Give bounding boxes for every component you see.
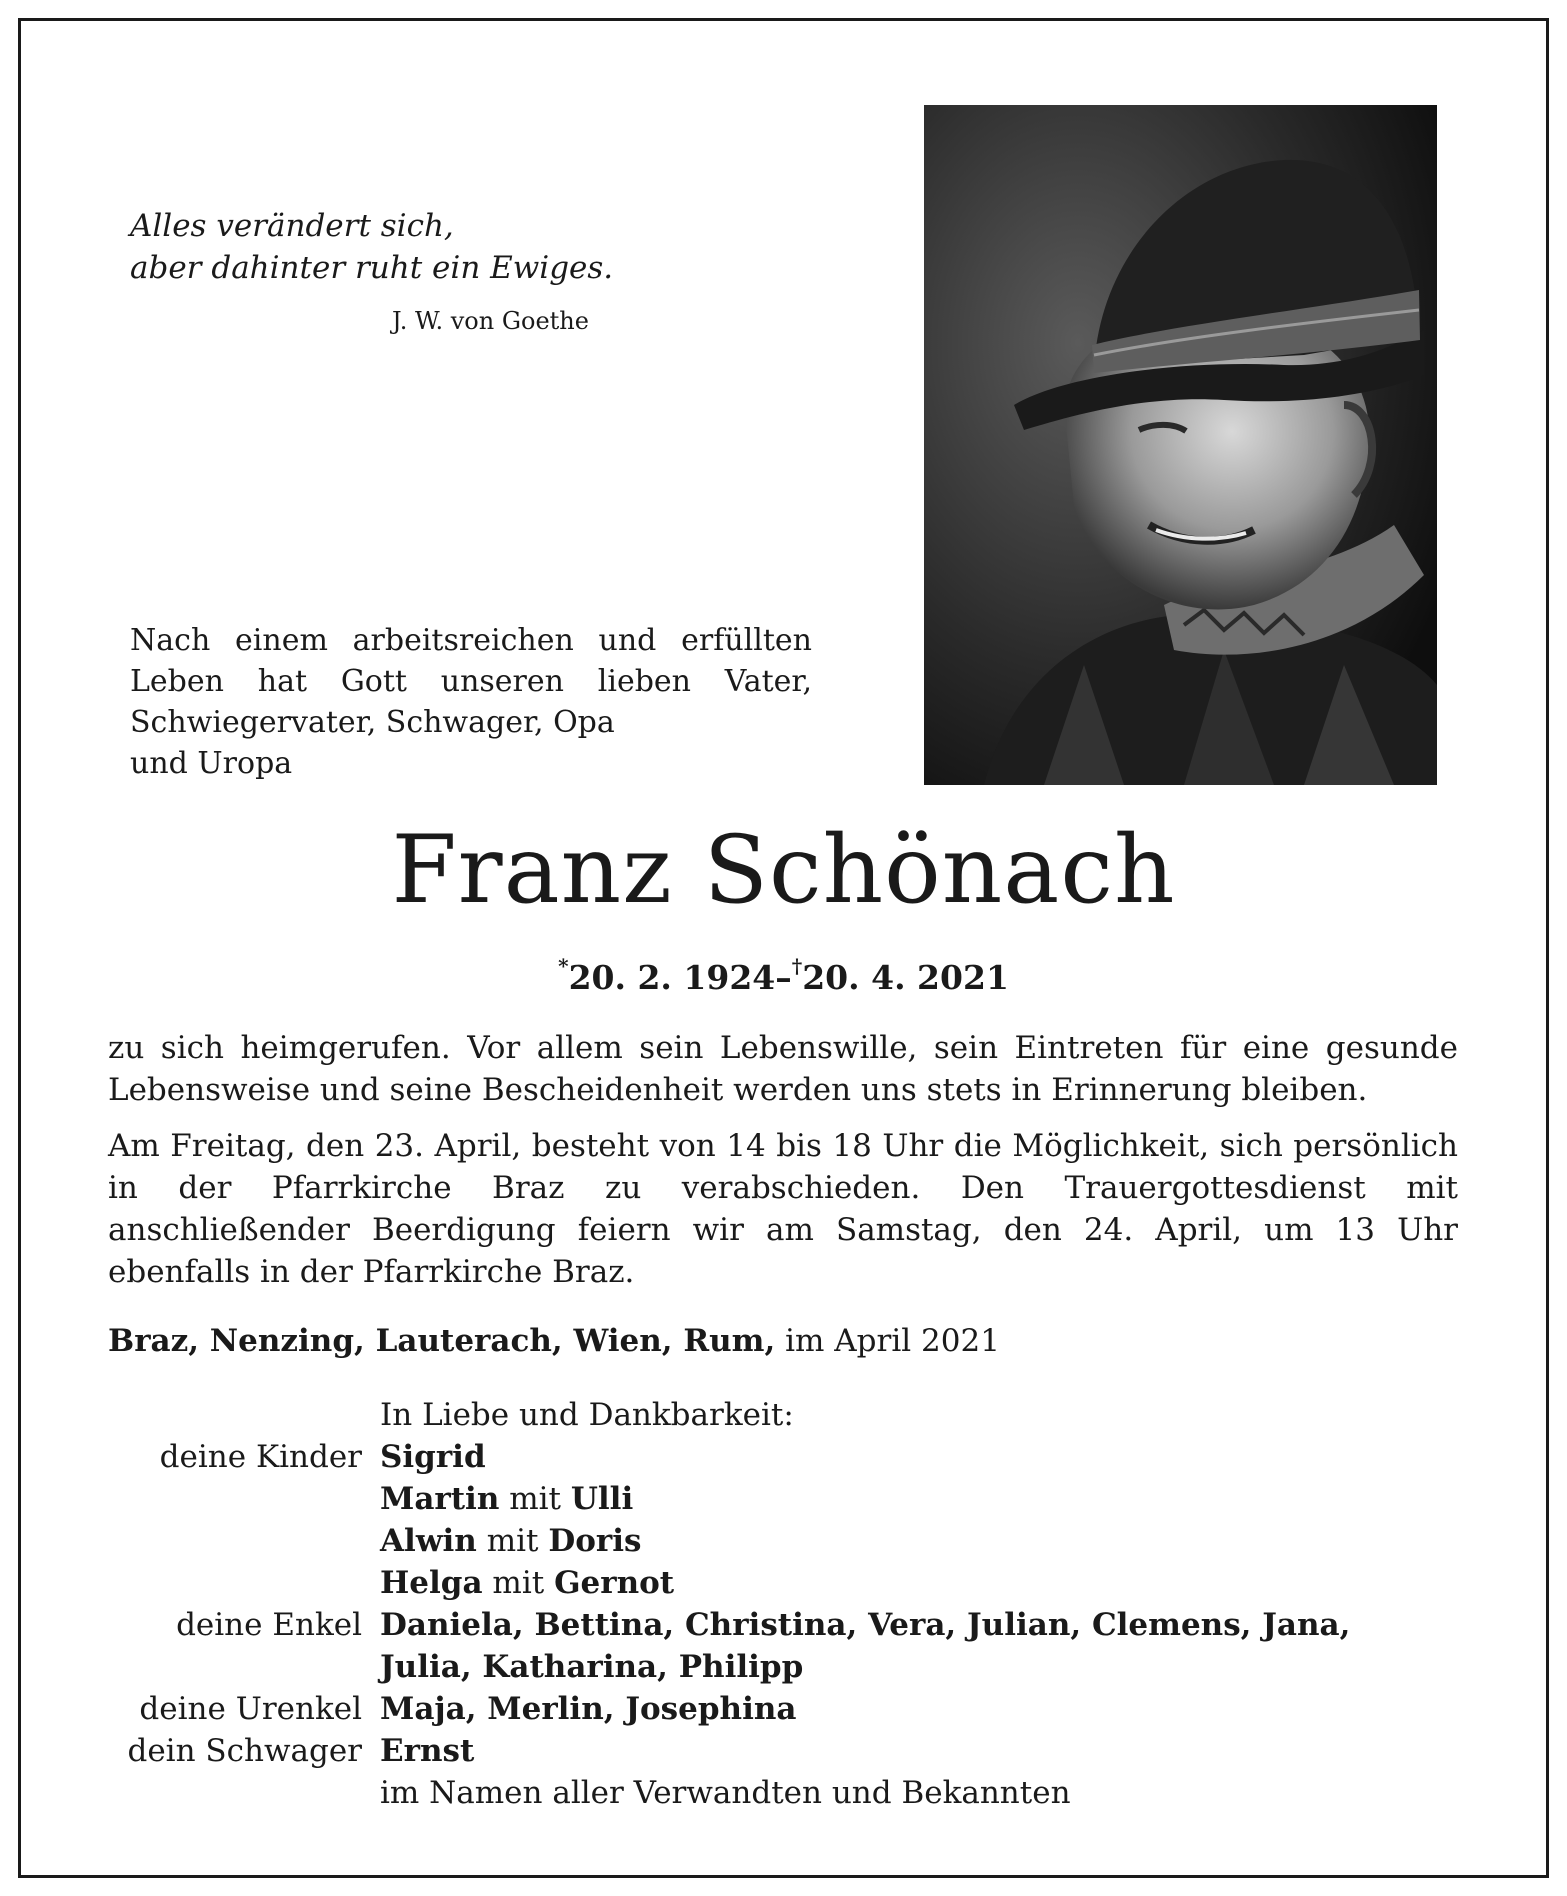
children-row <box>100 1436 1480 1478</box>
intro-main: Nach einem arbeitsreichen und erfüllten Leben hat Gott unseren lieben Vater, Schwiegervater, Schwager, Opa <box>130 623 812 740</box>
grandchildren-line-2: Julia, Katharina, Philipp <box>380 1649 804 1685</box>
greatgrandchildren: Maja, Merlin, Josephina <box>380 1691 797 1727</box>
children-label: deine Kinder <box>159 1439 362 1475</box>
brotherinlaw: Ernst <box>380 1733 475 1769</box>
grandchildren-row-2 <box>100 1646 1480 1688</box>
deceased-name: Franz Schönach <box>391 816 1176 925</box>
greatgrandchildren-row <box>100 1688 1480 1730</box>
children-row-3 <box>100 1520 1480 1562</box>
portrait-photo <box>924 105 1437 785</box>
children-row-2 <box>100 1478 1480 1520</box>
date-dash: – <box>775 958 792 997</box>
children-row-4 <box>100 1562 1480 1604</box>
body-paragraph-1: zu sich heimgerufen. Vor allem sein Lebenswille, sein Eintreten für eine gesunde Lebensweise und seine Bescheidenheit werden uns stets in Erinnerung bleiben. <box>108 1030 1458 1108</box>
place-locations: Braz, Nenzing, Lauterach, Wien, Rum, <box>108 1323 776 1359</box>
family-heading: In Liebe und Dankbarkeit: <box>380 1397 794 1433</box>
brotherinlaw-row <box>100 1730 1480 1772</box>
birth-symbol: * <box>558 954 569 978</box>
quote-author: J. W. von Goethe <box>392 307 589 335</box>
death-symbol: † <box>791 954 803 978</box>
body-paragraph-2: Am Freitag, den 23. April, besteht von 14 bis 18 Uhr die Möglichkeit, sich persönlich in der Pfarrkirche Braz zu verabschieden. Den Trauergottesdienst mit anschließender Beerdigung feiern wir am Samstag, den 24. April, um 13 Uhr ebenfalls in der Pfarrkirche Braz. <box>108 1128 1458 1290</box>
child-4: Helga mit Gernot <box>380 1565 675 1601</box>
intro-last-line: und Uropa <box>130 746 293 781</box>
life-dates <box>0 950 1567 998</box>
child-2: Martin mit Ulli <box>380 1481 634 1517</box>
brotherinlaw-label: dein Schwager <box>127 1733 362 1769</box>
portrait-photo-icon <box>924 105 1437 785</box>
family-list <box>100 1394 1480 1814</box>
greatgrandchildren-label: deine Urenkel <box>139 1691 362 1727</box>
closing-line: im Namen aller Verwandten und Bekannten <box>380 1775 1071 1811</box>
family-heading-row <box>100 1394 1480 1436</box>
grandchildren-label: deine Enkel <box>176 1607 362 1643</box>
intro-text <box>130 620 812 784</box>
quote-line-1: Alles verändert sich, <box>130 208 454 244</box>
birth-date: 20. 2. 1924 <box>568 958 776 997</box>
death-date: 20. 4. 2021 <box>802 958 1009 997</box>
goethe-quote <box>130 205 613 289</box>
place-date-line <box>108 1320 1458 1362</box>
child-1: Sigrid <box>380 1439 486 1475</box>
child-3: Alwin mit Doris <box>380 1523 642 1559</box>
place-date: im April 2021 <box>785 1323 1000 1359</box>
grandchildren-line-1: Daniela, Bettina, Christina, Vera, Julian, Clemens, Jana, <box>380 1607 1351 1643</box>
closing-row <box>100 1772 1480 1814</box>
grandchildren-row <box>100 1604 1480 1646</box>
quote-line-2: aber dahinter ruht ein Ewiges. <box>130 250 614 286</box>
